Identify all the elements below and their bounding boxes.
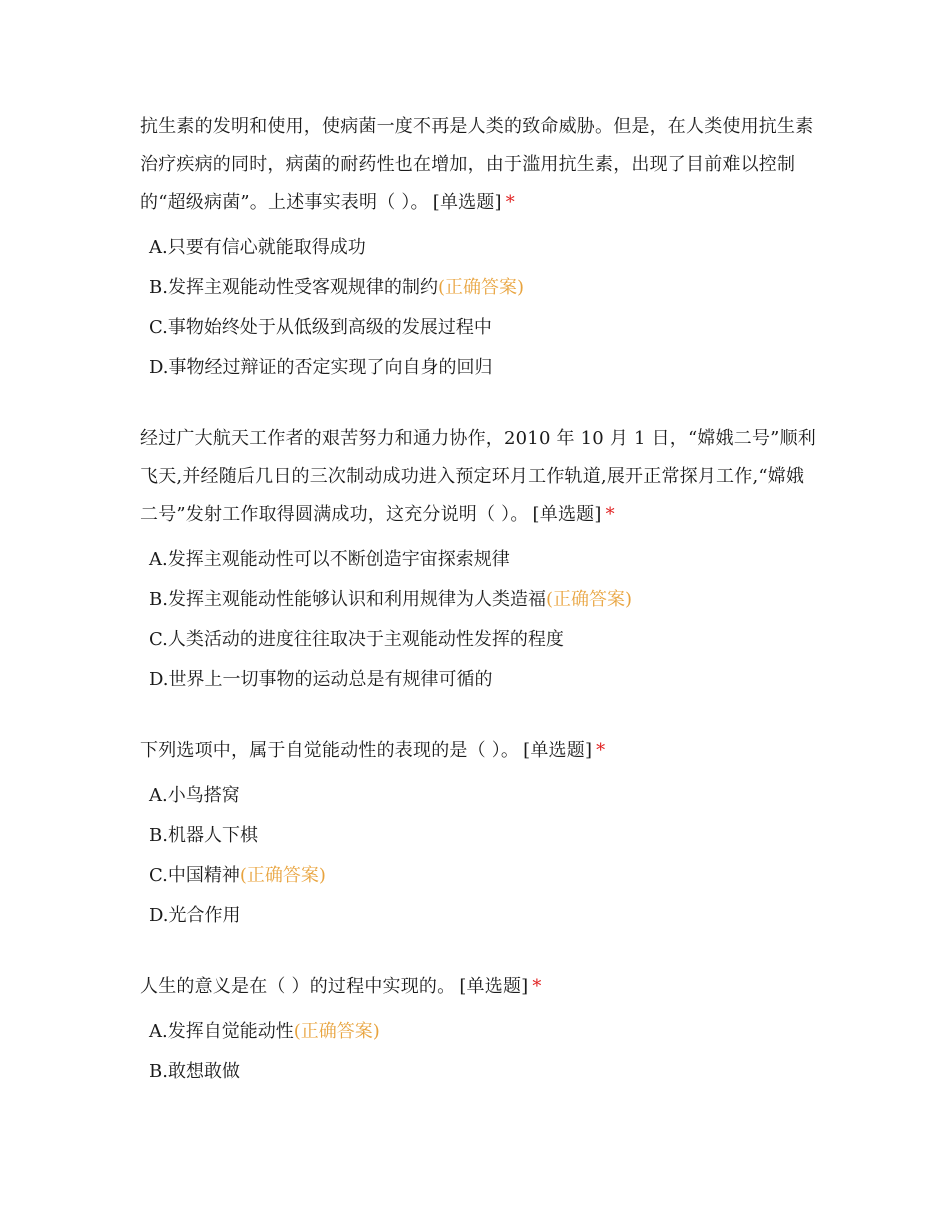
option-d [149, 348, 820, 388]
question-1 [140, 108, 820, 388]
question-2 [140, 420, 820, 700]
question-stem [140, 968, 820, 1006]
question-stem [140, 108, 820, 222]
option-b [149, 580, 820, 620]
option-a [149, 1012, 820, 1052]
required-mark: * [505, 192, 515, 213]
question-text: 人生的意义是在（ ）的过程中实现的。 [140, 976, 456, 997]
question-type-label: [单选题] [459, 976, 529, 997]
option-b [149, 816, 820, 856]
option-text: B.机器人下棋 [149, 825, 258, 846]
option-a [149, 228, 820, 268]
option-a [149, 540, 820, 580]
question-text: 下列选项中，属于自觉能动性的表现的是（ ）。 [140, 740, 520, 761]
option-d [149, 660, 820, 700]
option-text: B.敢想敢做 [149, 1061, 240, 1082]
correct-answer-note: (正确答案) [239, 865, 326, 886]
option-b [149, 1052, 820, 1092]
question-stem [140, 420, 820, 534]
option-list [140, 776, 820, 936]
option-text: A.只要有信心就能取得成功 [149, 237, 366, 258]
option-text: D.事物经过辩证的否定实现了向自身的回归 [149, 357, 493, 378]
required-mark: * [605, 504, 615, 525]
option-text: A.发挥主观能动性可以不断创造宇宙探索规律 [149, 549, 510, 570]
option-list [140, 228, 820, 388]
required-mark: * [532, 976, 542, 997]
correct-answer-note: (正确答案) [545, 589, 632, 610]
question-type-label: [单选题] [523, 740, 593, 761]
option-text: D.光合作用 [149, 905, 241, 926]
option-text: A.小鸟搭窝 [149, 785, 240, 806]
quiz-document [140, 108, 820, 1124]
option-list [140, 1012, 820, 1092]
option-text: C.事物始终处于从低级到高级的发展过程中 [149, 317, 492, 338]
option-text: A.发挥自觉能动性 [149, 1021, 294, 1042]
option-text: C.人类活动的进度往往取决于主观能动性发挥的程度 [149, 629, 564, 650]
required-mark: * [596, 740, 606, 761]
question-stem [140, 732, 820, 770]
option-text: D.世界上一切事物的运动总是有规律可循的 [149, 669, 493, 690]
question-type-label: [单选题] [532, 504, 602, 525]
question-text: 抗生素的发明和使用，使病菌一度不再是人类的致命威胁。但是，在人类使用抗生素治疗疾病的同时，病菌的耐药性也在增加，由于滥用抗生素，出现了目前难以控制的“超级病菌”。上述事实表明（ ）。 [140, 116, 814, 213]
question-4 [140, 968, 820, 1092]
correct-answer-note: (正确答案) [437, 277, 524, 298]
option-b [149, 268, 820, 308]
option-c [149, 856, 820, 896]
option-c [149, 308, 820, 348]
option-text: B.发挥主观能动性能够认识和利用规律为人类造福 [149, 589, 546, 610]
option-a [149, 776, 820, 816]
question-3 [140, 732, 820, 936]
question-type-label: [单选题] [432, 192, 502, 213]
option-d [149, 896, 820, 936]
option-text: C.中国精神 [149, 865, 240, 886]
option-list [140, 540, 820, 700]
question-text: 经过广大航天工作者的艰苦努力和通力协作，2010 年 10 月 1 日，“嫦娥二号”顺利飞天,并经随后几日的三次制动成功进入预定环月工作轨道,展开正常探月工作,“嫦娥二号”发射工作取得圆满成功，这充分说明（ ）。 [140, 428, 816, 525]
option-c [149, 620, 820, 660]
correct-answer-note: (正确答案) [293, 1021, 380, 1042]
option-text: B.发挥主观能动性受客观规律的制约 [149, 277, 438, 298]
